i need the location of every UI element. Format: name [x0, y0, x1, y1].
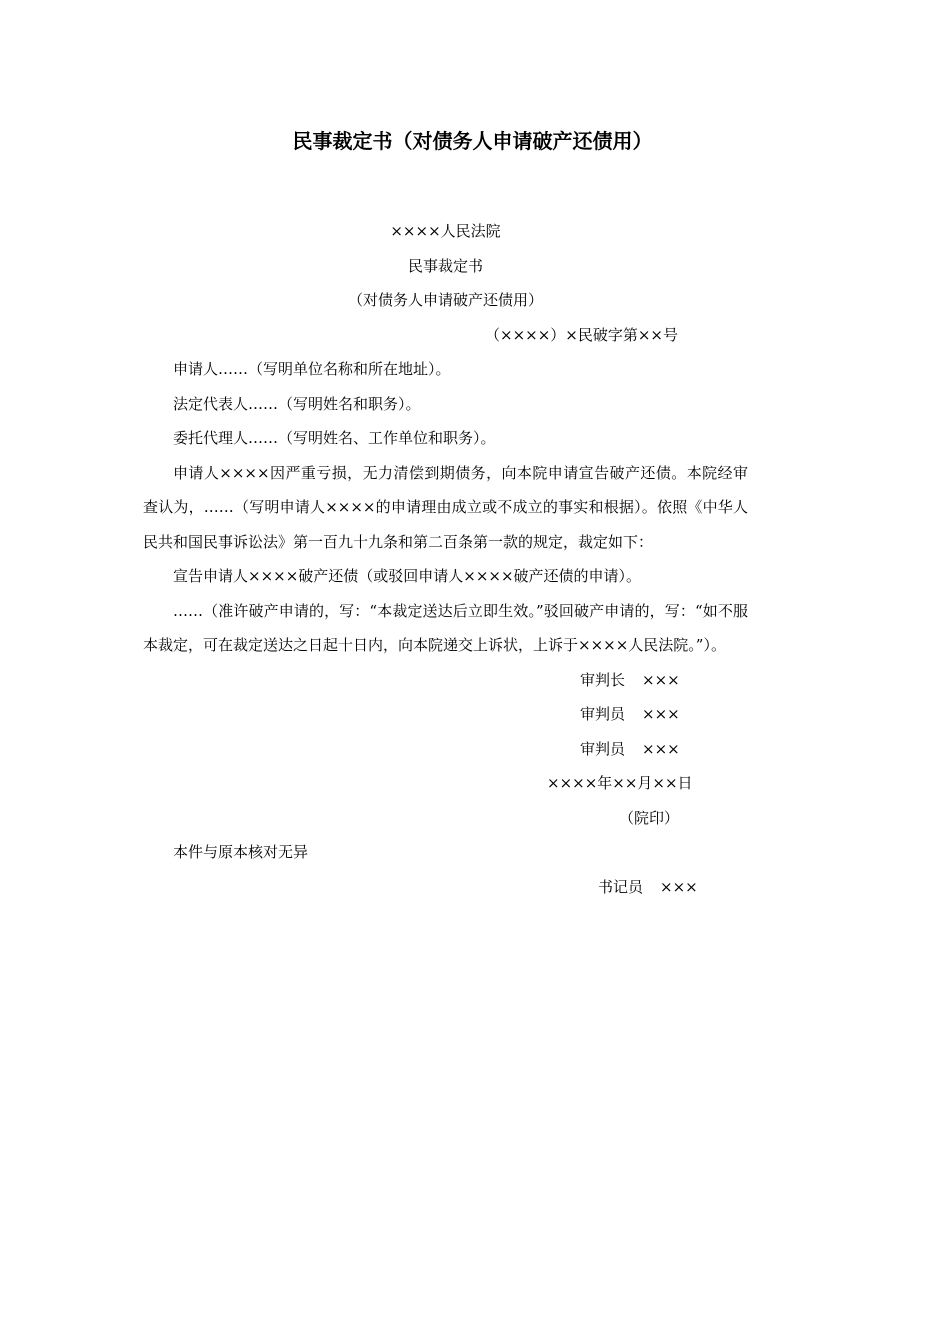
- ruling-paragraph: 宣告申请人××××破产还债（或驳回申请人××××破产还债的申请）。: [173, 567, 642, 585]
- judge-title-2: 审判员: [580, 739, 626, 758]
- ruling-date: ××××年××月××日: [547, 774, 693, 792]
- document-subtitle: （对债务人申请破产还债用）: [347, 291, 543, 309]
- judge-name-1: ×××: [642, 705, 680, 723]
- document-body: [143, 214, 748, 904]
- case-number: （××××）×民破字第××号: [485, 325, 678, 344]
- clerk-title: 书记员: [598, 877, 644, 896]
- clerk-name: ×××: [660, 877, 698, 896]
- facts-paragraph: 申请人××××因严重亏损，无力清偿到期债务，向本院申请宣告破产还债。本院经审查认为，……（写明申请人××××的申请理由成立或不成立的事实和根据）。依照《中华人民共和国民事诉讼法》第一百九十九条和第二百条第一款的规定，裁定如下：: [143, 463, 748, 551]
- court-seal: （院印）: [619, 808, 680, 827]
- judge-name-2: ×××: [642, 739, 680, 758]
- agent-line: 委托代理人……（写明姓名、工作单位和职务）。: [173, 429, 496, 447]
- clerk-signature: [143, 870, 748, 905]
- effect-paragraph: ……（准许破产申请的，写：“本裁定送达后立即生效。”驳回破产申请的，写：“如不服本裁定，可在裁定送达之日起十日内，向本院递交上诉状，上诉于××××人民法院。”）。: [143, 601, 748, 654]
- presiding-judge-name: ×××: [642, 670, 680, 689]
- applicant-line: 申请人……（写明单位名称和所在地址）。: [173, 360, 451, 378]
- judge-signature-1: [143, 697, 748, 732]
- court-name: ××××人民法院: [390, 222, 501, 240]
- judge-signature-2: [143, 732, 748, 767]
- document-type: 民事裁定书: [407, 256, 483, 275]
- judge-title-1: 审判员: [580, 705, 626, 723]
- presiding-judge-title: 审判长: [580, 670, 626, 689]
- document-title: 民事裁定书（对债务人申请破产还债用）: [292, 129, 653, 153]
- verification-note: 本件与原本核对无异: [173, 843, 309, 861]
- legal-representative-line: 法定代表人……（写明姓名和职务）。: [173, 394, 421, 413]
- presiding-judge-signature: [143, 663, 748, 698]
